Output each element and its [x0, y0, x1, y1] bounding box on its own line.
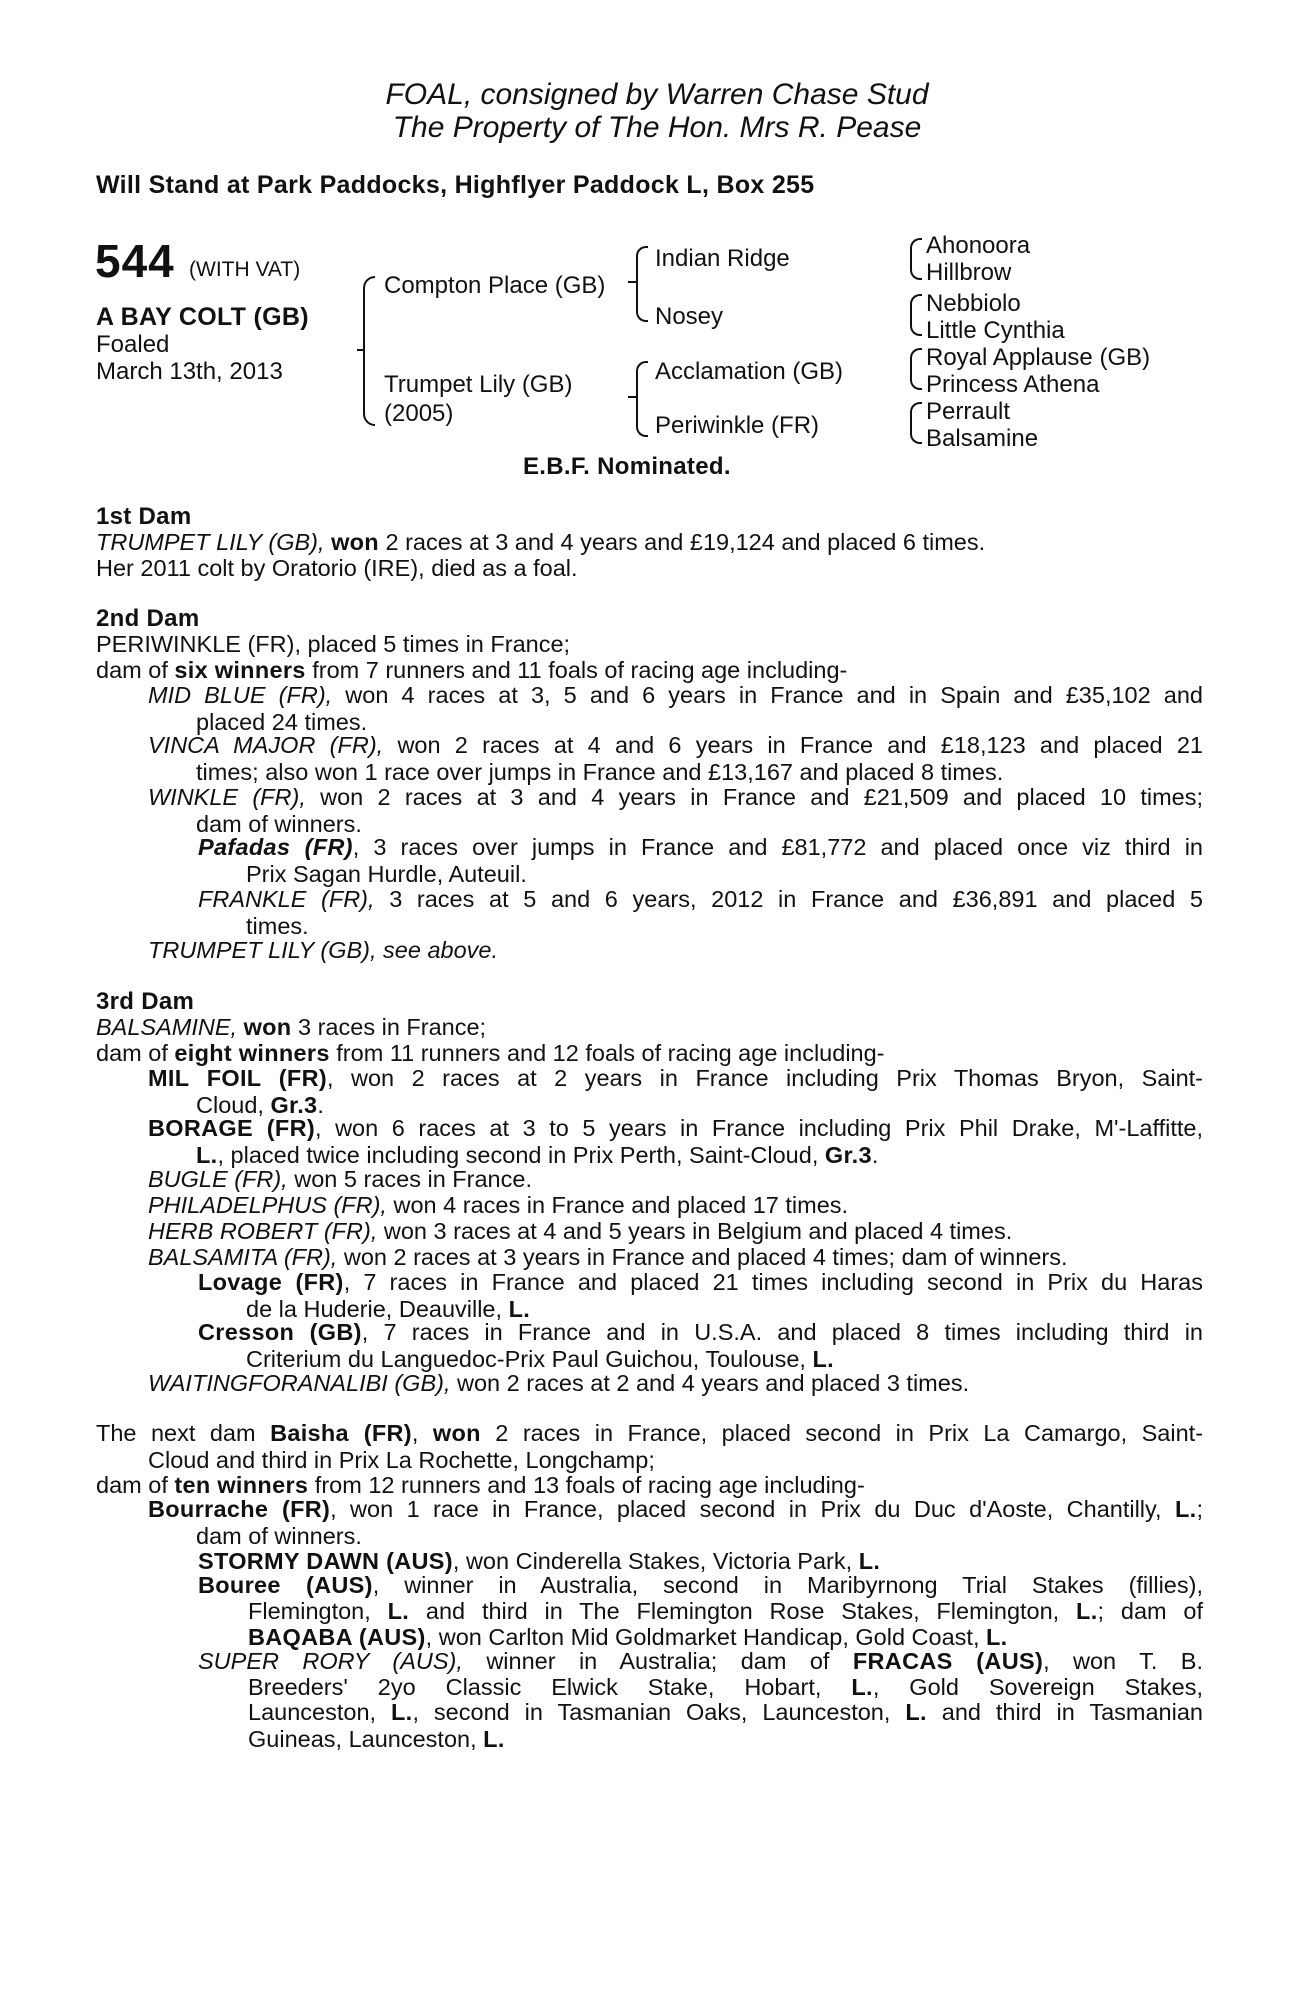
mil-foil-line-1: MIL FOIL (FR), won 2 races at 2 years in France including Prix Thomas Bryon, Saint- [148, 1065, 1203, 1091]
consignor-line: FOAL, consigned by Warren Chase Stud [385, 78, 929, 111]
first-dam-line-1: TRUMPET LILY (GB), won 2 races at 3 and 4 years and £19,124 and placed 6 times. [96, 529, 986, 555]
property-line: The Property of The Hon. Mrs R. Pease [392, 111, 922, 144]
stand-location: Will Stand at Park Paddocks, Highflyer Paddock L, Box 255 [96, 171, 815, 199]
second-dam-line-1: PERIWINKLE (FR), placed 5 times in France; [96, 631, 571, 657]
ggs-brace-4 [910, 402, 922, 444]
cresson-line-2: Criterium du Languedoc-Prix Paul Guichou, Toulouse, L. [246, 1346, 834, 1372]
ggs-princess-athena: Princess Athena [926, 371, 1100, 398]
waitingforanalibi-line: WAITINGFORANALIBI (GB), won 2 races at 2 and 4 years and placed 3 times. [148, 1370, 970, 1396]
pedigree-brace-main-tip [357, 349, 365, 351]
dam-sire: Acclamation (GB) [655, 358, 844, 385]
herb-robert-line: HERB ROBERT (FR), won 3 races at 4 and 5 years in Belgium and placed 4 times. [148, 1218, 1013, 1244]
philadelphus-line: PHILADELPHUS (FR), won 4 races in France and placed 17 times. [148, 1192, 849, 1218]
dam-brace [636, 361, 648, 437]
super-rory-line-4: Guineas, Launceston, L. [248, 1726, 505, 1752]
next-dam-line-2: Cloud and third in Prix La Rochette, Longchamp; [148, 1447, 655, 1473]
mid-blue-line-2: placed 24 times. [196, 709, 368, 735]
lot-number: 544 [95, 235, 175, 287]
baqaba-line: BAQABA (AUS), won Carlton Mid Goldmarket Handicap, Gold Coast, L. [248, 1624, 1008, 1650]
dam-brace-tip [628, 396, 636, 398]
first-dam-line-2: Her 2011 colt by Oratorio (IRE), died as a foal. [96, 555, 578, 581]
trumpet-lily-ref: TRUMPET LILY (GB), see above. [148, 937, 499, 963]
ggs-balsamine: Balsamine [926, 425, 1039, 452]
sire-brace-tip [628, 281, 636, 283]
bourrache-line-2: dam of winners. [196, 1523, 362, 1549]
lovage-line-2: de la Huderie, Deauville, L. [246, 1296, 531, 1322]
ggs-brace-2 [910, 294, 922, 336]
sire-sire: Indian Ridge [655, 245, 790, 272]
next-dam-line-1: The next dam Baisha (FR), won 2 races in France, placed second in Prix La Camargo, Saint- [96, 1420, 1204, 1446]
ggs-perrault: Perrault [926, 398, 1011, 425]
sire: Compton Place (GB) [384, 272, 606, 299]
super-rory-line-2: Breeders' 2yo Classic Elwick Stake, Hobart, L., Gold Sovereign Stakes, [248, 1674, 1203, 1700]
vat-label: (WITH VAT) [189, 258, 301, 281]
ggs-nebbiolo: Nebbiolo [926, 290, 1021, 317]
frankle-line-1: FRANKLE (FR), 3 races at 5 and 6 years, 2012 in France and £36,891 and placed 5 [198, 886, 1203, 912]
sire-brace [636, 246, 648, 322]
ggs-brace-1 [910, 238, 922, 280]
ggs-royal-applause: Royal Applause (GB) [926, 344, 1151, 371]
balsamita-line: BALSAMITA (FR), won 2 races at 3 years in France and placed 4 times; dam of winners. [148, 1244, 1068, 1270]
dam: Trumpet Lily (GB) [384, 371, 573, 398]
second-dam-heading: 2nd Dam [96, 605, 200, 632]
bourrache-line-1: Bourrache (FR), won 1 race in France, placed second in Prix du Duc d'Aoste, Chantilly, L.; [148, 1496, 1203, 1522]
pedigree-brace-main [363, 276, 375, 426]
borage-line-1: BORAGE (FR), won 6 races at 3 to 5 years in France including Prix Phil Drake, M'-Laffitte, [148, 1115, 1204, 1141]
bugle-line: BUGLE (FR), won 5 races in France. [148, 1166, 532, 1192]
ebf-nomination: E.B.F. Nominated. [523, 453, 731, 480]
foaled-date: March 13th, 2013 [96, 358, 283, 385]
bouree-line-1: Bouree (AUS), winner in Australia, second in Maribyrnong Trial Stakes (fillies), [198, 1572, 1203, 1598]
vinca-major-line-2: times; also won 1 race over jumps in France and £13,167 and placed 8 times. [196, 759, 1004, 785]
foaled-label: Foaled [96, 331, 170, 358]
borage-line-2: L., placed twice including second in Prix Perth, Saint-Cloud, Gr.3. [196, 1142, 879, 1168]
cresson-line-1: Cresson (GB), 7 races in France and in U.S.A. and placed 8 times including third in [198, 1319, 1203, 1345]
first-dam-heading: 1st Dam [96, 503, 192, 530]
lot-name: A BAY COLT (GB) [96, 303, 309, 331]
frankle-line-2: times. [246, 913, 309, 939]
mil-foil-line-2: Cloud, Gr.3. [196, 1092, 324, 1118]
third-dam-line-1: BALSAMINE, won 3 races in France; [96, 1014, 487, 1040]
third-dam-line-2: dam of eight winners from 11 runners and 12 foals of racing age including- [96, 1040, 885, 1066]
mid-blue-line-1: MID BLUE (FR), won 4 races at 3, 5 and 6 years in France and in Spain and £35,102 and [148, 682, 1203, 708]
dam-year: (2005) [384, 400, 454, 427]
super-rory-line-1: SUPER RORY (AUS), winner in Australia; dam of FRACAS (AUS), won T. B. [198, 1648, 1204, 1674]
dam-dam: Periwinkle (FR) [655, 412, 820, 439]
ggs-little-cynthia: Little Cynthia [926, 317, 1065, 344]
bouree-line-2: Flemington, L. and third in The Flemington Rose Stakes, Flemington, L.; dam of [248, 1598, 1204, 1624]
second-dam-line-2: dam of six winners from 7 runners and 11 foals of racing age including- [96, 657, 848, 683]
vinca-major-line-1: VINCA MAJOR (FR), won 2 races at 4 and 6 years in France and £18,123 and placed 21 [148, 732, 1204, 758]
lovage-line-1: Lovage (FR), 7 races in France and placed 21 times including second in Prix du Haras [198, 1269, 1203, 1295]
winkle-line-1: WINKLE (FR), won 2 races at 3 and 4 years in France and £21,509 and placed 10 times; [148, 784, 1203, 810]
ggs-hillbrow: Hillbrow [926, 259, 1012, 286]
pafadas-line-1: Pafadas (FR), 3 races over jumps in France and £81,772 and placed once viz third in [198, 834, 1203, 860]
super-rory-line-3: Launceston, L., second in Tasmanian Oaks, Launceston, L. and third in Tasmanian [248, 1699, 1203, 1725]
sire-dam: Nosey [655, 303, 724, 330]
ggs-ahonoora: Ahonoora [926, 232, 1031, 259]
pafadas-line-2: Prix Sagan Hurdle, Auteuil. [246, 861, 527, 887]
ggs-brace-3 [910, 348, 922, 390]
stormy-dawn-line: STORMY DAWN (AUS), won Cinderella Stakes, Victoria Park, L. [198, 1548, 881, 1574]
winkle-line-2: dam of winners. [196, 811, 362, 837]
next-dam-line-3: dam of ten winners from 12 runners and 13 foals of racing age including- [96, 1472, 865, 1498]
third-dam-heading: 3rd Dam [96, 988, 195, 1015]
